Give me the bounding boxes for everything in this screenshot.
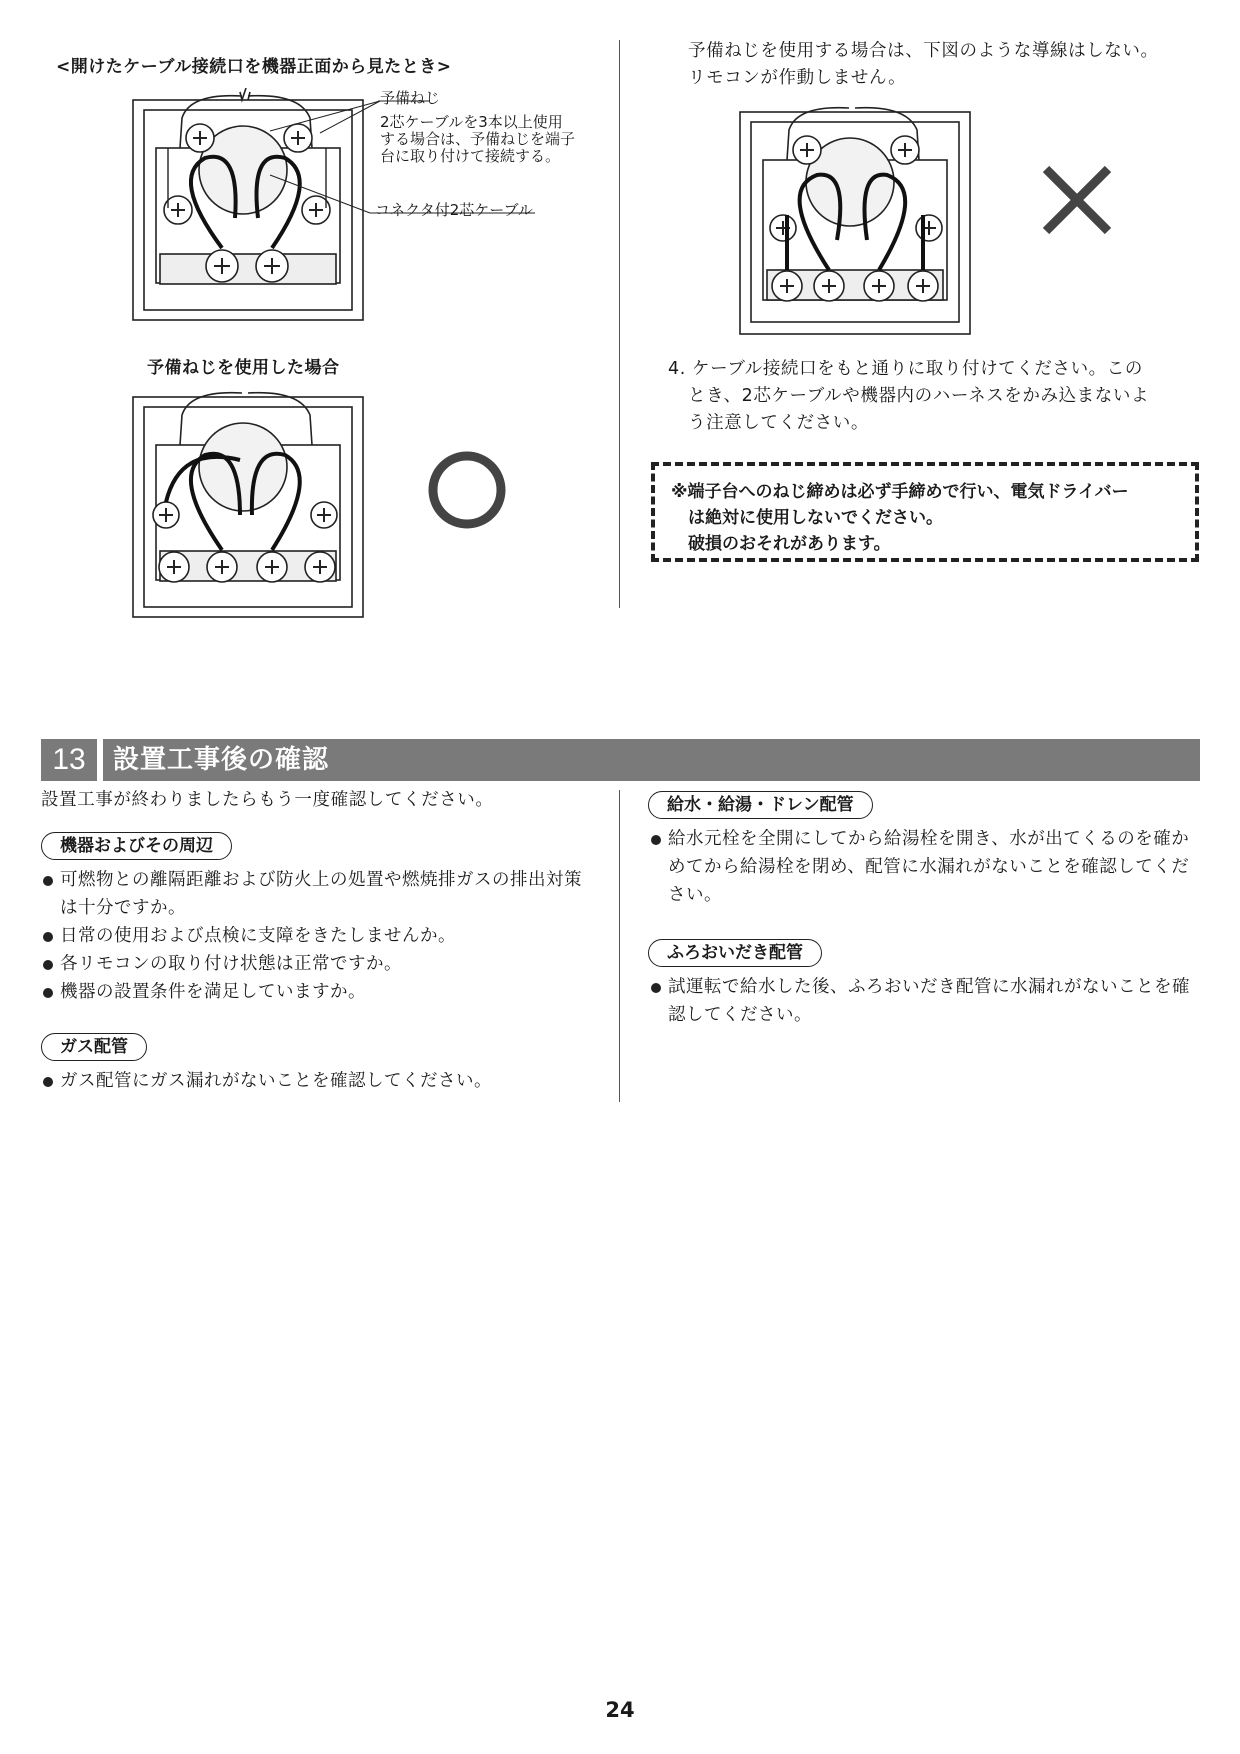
list-item: 機器の設置条件を満足していますか。 bbox=[43, 978, 598, 1006]
tag-gas: ガス配管 bbox=[41, 1033, 147, 1061]
terminal-diagram-2 bbox=[130, 385, 375, 620]
warning-line2: は絶対に使用しないでください。 bbox=[688, 508, 943, 528]
cross-ng-mark bbox=[1040, 163, 1114, 237]
figure1-title: <開けたケーブル接続口を機器正面から見たとき> bbox=[56, 57, 452, 77]
section-header-gap bbox=[97, 739, 103, 781]
step4-line2: とき、2芯ケーブルや機器内のハーネスをかみ込まないよ bbox=[688, 386, 1150, 406]
list-item: ガス配管にガス漏れがないことを確認してください。 bbox=[43, 1067, 598, 1095]
warning-line3: 破損のおそれがあります。 bbox=[688, 534, 891, 554]
tag-bath: ふろおいだき配管 bbox=[648, 939, 822, 967]
section-title: 設置工事後の確認 bbox=[113, 745, 330, 775]
section-intro: 設置工事が終わりましたらもう一度確認してください。 bbox=[41, 790, 494, 810]
gas-list bbox=[43, 1067, 598, 1095]
column-divider-bottom bbox=[619, 790, 620, 1102]
callout-note-line2: する場合は、予備ねじを端子 bbox=[380, 130, 576, 148]
tag-water: 給水・給湯・ドレン配管 bbox=[648, 791, 873, 819]
tag-equipment: 機器およびその周辺 bbox=[41, 832, 232, 860]
water-list bbox=[651, 825, 1203, 909]
terminal-diagram-wrong bbox=[737, 100, 982, 340]
list-item: 日常の使用および点検に支障をきたしませんか。 bbox=[43, 922, 598, 950]
list-item: 可燃物との離隔距離および防火上の処置や燃焼排ガスの排出対策は十分ですか。 bbox=[43, 866, 598, 922]
warning-box bbox=[651, 462, 1199, 562]
equipment-list bbox=[43, 866, 598, 1006]
section-header bbox=[41, 739, 1200, 781]
callout-note-line1: 2芯ケーブルを3本以上使用 bbox=[380, 113, 563, 131]
circle-ok-mark bbox=[425, 448, 509, 532]
list-item: 各リモコンの取り付け状態は正常ですか。 bbox=[43, 950, 598, 978]
callout-note-line3: 台に取り付けて接続する。 bbox=[380, 147, 561, 165]
callout-spare-screw: 予備ねじ bbox=[380, 89, 441, 107]
page-number: 24 bbox=[605, 1698, 635, 1722]
figure2-title: 予備ねじを使用した場合 bbox=[147, 358, 340, 378]
warning-line1: ※端子台へのねじ締めは必ず手締めで行い、電気ドライバー bbox=[671, 482, 1129, 502]
callout-cable: コネクタ付2芯ケーブル bbox=[375, 201, 533, 219]
wrong-wiring-text-line1: 予備ねじを使用する場合は、下図のような導線はしない。 bbox=[688, 41, 1159, 61]
section-number: 13 bbox=[52, 743, 86, 776]
list-item: 試運転で給水した後、ふろおいだき配管に水漏れがないことを確認してください。 bbox=[651, 973, 1203, 1029]
bath-list bbox=[651, 973, 1203, 1029]
list-item: 給水元栓を全開にしてから給湯栓を開き、水が出てくるのを確かめてから給湯栓を閉め、配管に水漏れがないことを確認してください。 bbox=[651, 825, 1203, 909]
step4-line1: 4. ケーブル接続口をもと通りに取り付けてください。この bbox=[668, 359, 1143, 379]
wrong-wiring-text-line2: リモコンが作動しません。 bbox=[688, 68, 907, 88]
step4-line3: う注意してください。 bbox=[688, 413, 869, 433]
column-divider-top bbox=[619, 40, 620, 608]
